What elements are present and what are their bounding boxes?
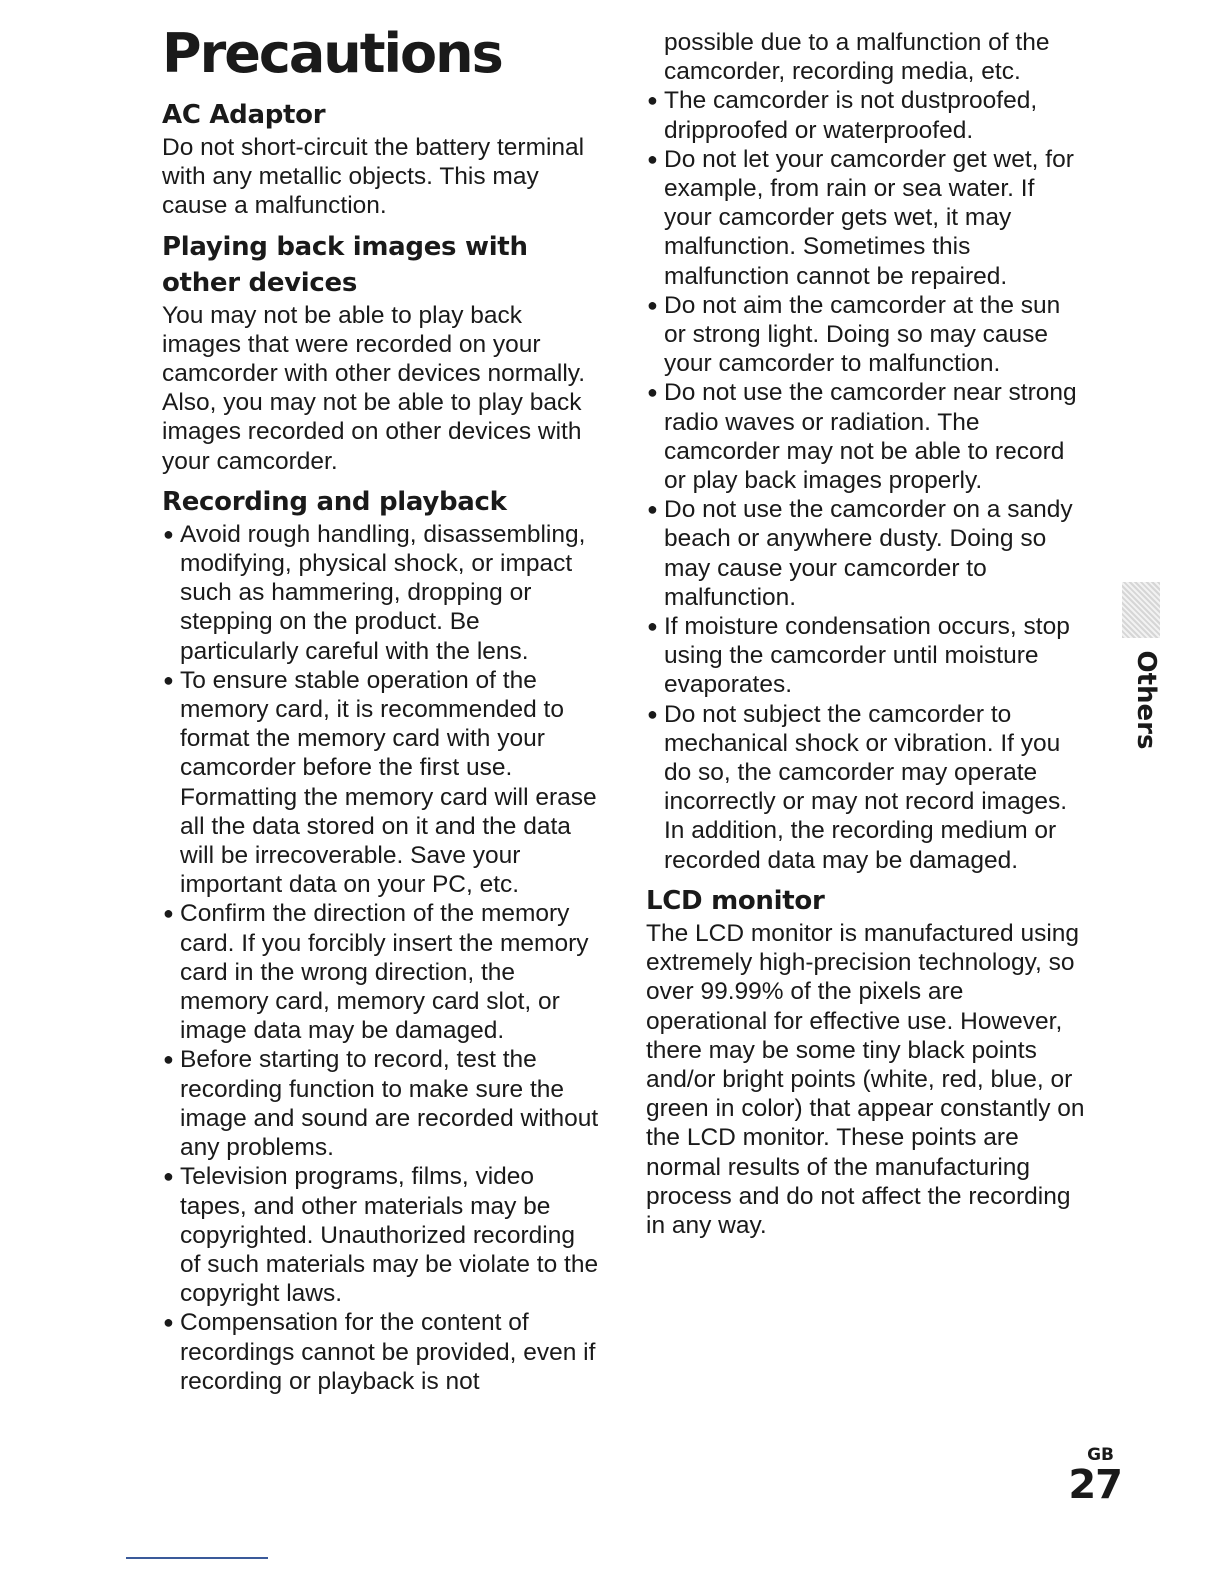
page-number: 27 [1068,1462,1122,1508]
bullet-icon: ● [647,294,658,315]
section-tab-label: Others [1131,650,1161,750]
ac-adaptor-heading: AC Adaptor [162,100,326,130]
bullet-icon: ● [163,523,174,544]
bullet-icon: ● [647,148,658,169]
lcd-monitor-heading: LCD monitor [646,885,825,916]
section-tab-marker [1122,582,1160,638]
list-item: ● If moisture condensation occurs, stop using the camcorder until moisture evaporates. [647,613,1070,699]
list-item: ● Do not use the camcorder near strong radio waves or radiation. The camcorder may not be able to record or play back images properly. [647,379,1077,495]
page-title: Precautions [162,22,502,85]
bullet-icon: ● [647,90,658,111]
list-item: ● To ensure stable operation of the memory card, it is recommended to format the memory card with your camcorder before the first use. Formatting the memory card will erase all the data stored on it and the data will be irrecoverable. Save your important data on your PC, etc. [163,666,597,899]
precautions-bullet-list [646,86,1086,874]
bullet-icon: ● [163,1312,174,1333]
right-column [646,28,1086,1240]
playing-back-text: You may not be able to play back images that were recorded on your camcorder with other devices normally. Also, you may not be able to play back images recorded on other devices with your camcorder. [162,301,586,475]
recording-bullet-list [162,520,602,1396]
bullet-icon: ● [647,616,658,637]
bullet-icon: ● [163,1049,174,1070]
list-item: ● The camcorder is not dustproofed, dripproofed or waterproofed. [647,87,1038,144]
list-item: ● Do not use the camcorder on a sandy beach or anywhere dusty. Doing so may cause your camcorder to malfunction. [647,496,1073,611]
bullet-icon: ● [163,1166,174,1187]
list-item: ● Confirm the direction of the memory card. If you forcibly insert the memory card in the wrong direction, the memory card, memory card slot, or image data may be damaged. [163,900,589,1045]
bullet-icon: ● [647,382,658,403]
ac-adaptor-text: Do not short-circuit the battery terminal with any metallic objects. This may cause a malfunction. [162,134,585,220]
left-column [162,97,602,1396]
list-item: ● Do not subject the camcorder to mechanical shock or vibration. If you do so, the camcorder may operate incorrectly or may not record images. In addition, the recording medium or recorded data may be damaged. [647,700,1068,874]
recording-playback-heading: Recording and playback [162,486,507,517]
list-item: ● Do not aim the camcorder at the sun or strong light. Doing so may cause your camcorder to malfunction. [647,291,1061,378]
list-item: ● Before starting to record, test the recording function to make sure the image and sound are recorded without any problems. [163,1046,599,1162]
playing-back-heading: Playing back images with other devices [162,231,528,298]
list-item: ● Compensation for the content of recordings cannot be provided, even if recording or playback is not [163,1309,596,1395]
region-code: GB [1087,1445,1114,1465]
lcd-monitor-text: The LCD monitor is manufactured using extremely high-precision technology, so over 99.99% of the pixels are operational for effective use. However, there may be some tiny black points and/or bright points (white, red, blue, or green in color) that appear constantly on the LCD monitor. These points are normal results of the manufacturing process and do not affect the recording in any way. [646,919,1085,1239]
bullet-icon: ● [163,669,174,690]
bullet-icon: ● [163,903,174,924]
bullet-icon: ● [647,499,658,520]
bottom-rule [126,1557,268,1559]
list-item: ● Do not let your camcorder get wet, for example, from rain or sea water. If your camcorder gets wet, it may malfunction. Sometimes this malfunction cannot be repaired. [647,145,1074,290]
continued-text: possible due to a malfunction of the camcorder, recording media, etc. [664,29,1050,86]
bullet-icon: ● [647,703,658,724]
list-item: ● Television programs, films, video tapes, and other materials may be copyrighted. Unauthorized recording of such materials may be violate to the copyright laws. [163,1163,599,1308]
list-item: ● Avoid rough handling, disassembling, modifying, physical shock, or impact such as hammering, dropping or stepping on the product. Be particularly careful with the lens. [163,520,586,665]
